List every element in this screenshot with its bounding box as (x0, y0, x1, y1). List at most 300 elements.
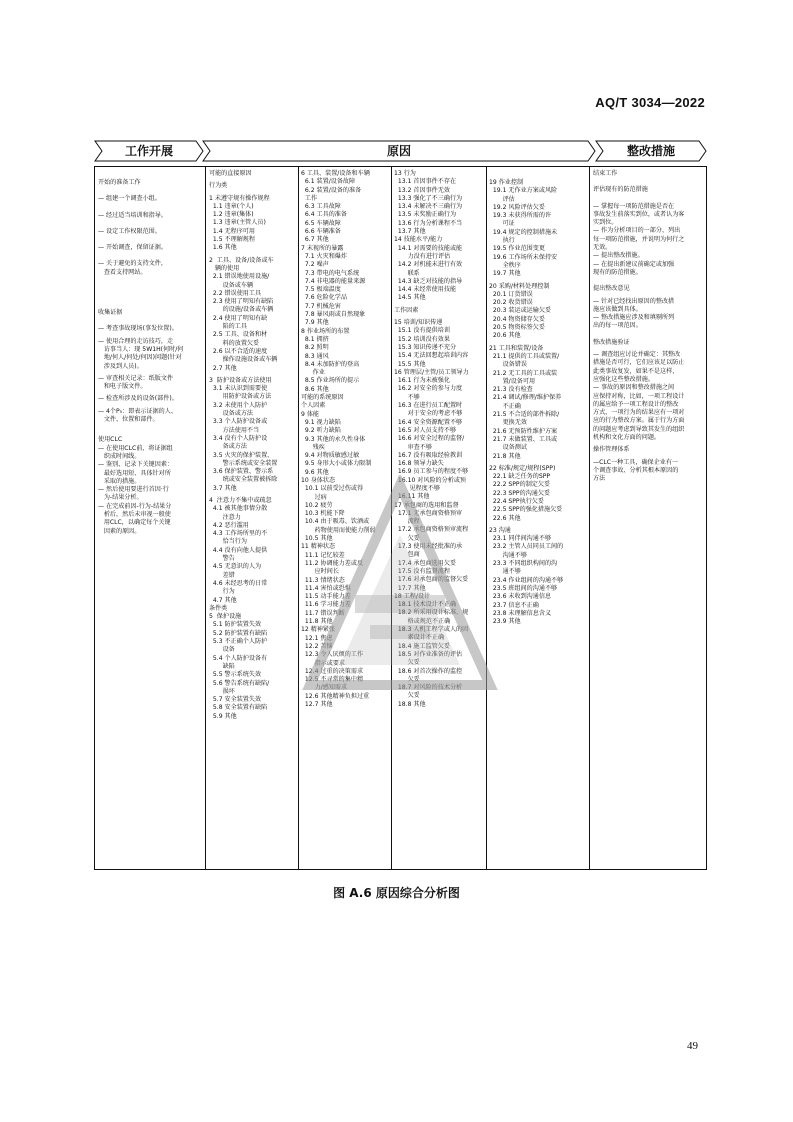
text-line: 个人因素 (301, 402, 326, 410)
header-corrective-label: 整改措施 (626, 144, 675, 158)
text-line: — 经过适当培训和指导。 (98, 211, 167, 219)
text-line: 16.4 安全资源配置不够 (394, 418, 463, 426)
text-line: 访事当人：现 5W1H(何时/何 (98, 345, 184, 353)
text-line: — 掌握每一项防范措施是否在 (593, 202, 675, 210)
text-line: 现有的防范措施。 (593, 268, 642, 276)
text-line: 14.3 缺乏对技能的指导 (394, 277, 463, 285)
text-line: 14.2 对机能未进行有效 (394, 261, 463, 269)
text-line: 方式，一项行为的结果应有一项对 (593, 409, 685, 417)
text-line: 1.3 违章(主管人员) (209, 219, 266, 227)
text-line: — 组建一个调查小组。 (98, 195, 161, 203)
text-line: 10.3 机能下降 (301, 510, 345, 518)
text-line: 机构和文化方面的问题。 (593, 434, 661, 442)
text-line: 12.5 不寻常的集中精 (301, 676, 364, 684)
text-line: 11 精神状态 (301, 543, 336, 551)
text-line: 的属应给予一项工程设计的整改 (593, 400, 679, 408)
text-line: 1 未遵守规有操作规程 (209, 194, 270, 202)
text-line: 结束工作 (593, 170, 618, 177)
text-line: — 开始调查，保留证据。 (98, 244, 167, 252)
cause-column-1 (209, 167, 297, 869)
text-line: 16.11 其他 (394, 493, 430, 501)
text-line: 用防护设备或方法 (209, 393, 272, 401)
text-line: 操作设施设备或车辆 (209, 356, 278, 364)
text-line: 22.6 其他 (489, 514, 521, 522)
header-corrective (595, 140, 707, 162)
text-line: 4.5 无意识的人为 (209, 563, 262, 571)
text-line: 19.6 工作场所未保持安 (489, 253, 558, 261)
text-line: 8.1 拥挤 (301, 335, 329, 343)
divider (486, 167, 487, 869)
text-line: 见程度不够 (394, 484, 440, 492)
text-line: 5.9 其他 (209, 712, 237, 720)
text-line: 6.4 工具的准备 (301, 211, 347, 219)
text-line: 20.4 物资储存欠妥 (489, 315, 545, 323)
text-line: 5 保护设施 (209, 613, 242, 621)
text-line: 4.6 未经思考的日常 (209, 579, 268, 587)
text-line: 23.6 未收到沟通信息 (489, 593, 552, 601)
text-line: 10.5 其他 (301, 535, 333, 543)
text-line: 涉及到人员)。 (98, 362, 143, 370)
text-line: 整改措施验证 (593, 338, 630, 346)
text-line: 15.4 无法回想起培训内容 (394, 352, 469, 360)
text-line: 可能的系统原因 (301, 394, 344, 402)
text-line: 10 身体状态 (301, 476, 336, 484)
text-line: 9 体能 (301, 410, 320, 418)
text-line: 21.6 无预防性维护方案 (489, 427, 558, 435)
page-number: 49 (687, 1040, 698, 1052)
text-line: 3.7 其他 (209, 484, 237, 492)
text-line: 8.2 照明 (301, 344, 329, 352)
text-line: 因素的原因。 (98, 527, 141, 535)
text-line: 12.7 其他 (301, 701, 333, 708)
text-line: 21 工具和装置/设备 (489, 344, 544, 352)
text-line: 操作管理体系 (593, 446, 630, 454)
text-line: 23.8 未理解信息含义 (489, 609, 552, 617)
text-line: 无效。 (593, 244, 612, 252)
text-line: 行为类 (209, 182, 228, 190)
text-line: 13.2 首因事件无效 (394, 186, 450, 194)
text-line: 13.6 行为分析课程不当 (394, 219, 463, 227)
text-line: 1.4 无程序可用 (209, 227, 255, 235)
text-line: 评估 (489, 195, 515, 203)
text-line: 14.4 未经常使用技能 (394, 286, 457, 294)
text-line: 23.1 同伴间沟通不够 (489, 535, 552, 543)
text-line: 3.1 未认识到需要使 (209, 385, 268, 393)
text-line: 9.3 其他的永久性身体 (301, 435, 366, 443)
text-line: 20.1 订货错误 (489, 290, 533, 298)
text-line: 4 注意力不集中或疏忽 (209, 496, 272, 504)
text-line: 22.5 SPP的强化措施欠妥 (489, 506, 563, 514)
text-line: — 作为分析项目的一部分，列出 (593, 227, 681, 235)
text-line: 11.5 动手能力差 (301, 593, 351, 601)
text-line: 12 精神紧张 (301, 626, 336, 634)
text-line: 7 末视所的暴露 (301, 244, 344, 252)
text-line: 18.1 技术设计不正确 (394, 601, 457, 609)
text-line: 警示系统或安全装置 (209, 459, 278, 467)
text-line: 18.6 对首次操作的监控 (394, 667, 463, 675)
text-line: 17.5 没有监督流程 (394, 567, 450, 575)
text-line: 11.6 学习能力差 (301, 601, 351, 609)
text-line: 包商 (394, 551, 420, 559)
text-line: 5.8 安全装置有缺陷 (209, 704, 268, 712)
text-line: 14.1 对需要的技能或能 (394, 244, 463, 252)
text-line: 16.7 没有吸取经验教训 (394, 451, 463, 459)
text-line: — 整改措施应涉及和填剔所列 (593, 314, 675, 322)
text-line: 查看支持网站。 (98, 268, 147, 276)
text-line: — 4个P₅：即表示证据的人、 (98, 407, 177, 415)
text-line: 5.6 警告系统有缺陷/ (209, 679, 270, 687)
text-line: 工作 (301, 194, 318, 202)
text-line: 17.1 无承包商资格预审 (394, 509, 463, 517)
text-line: 15.5 其他 (394, 360, 426, 368)
text-line: 21.8 其他 (489, 452, 521, 460)
text-line: 16.6 对安全过程的监督/ (394, 435, 465, 443)
text-line: 8 作业场所的布置 (301, 327, 350, 335)
text-line: 19.1 无作业方案或风险 (489, 187, 558, 195)
text-line: — 检查所涉及的设备(部件)。 (98, 395, 178, 403)
text-line: 9.2 听力缺陷 (301, 427, 341, 435)
divider (391, 167, 392, 869)
text-line: 4.3 工作场所里的不 (209, 530, 268, 538)
corrective-column (593, 167, 705, 869)
text-line: 17.4 承包商选用欠妥 (394, 559, 457, 567)
text-line: 恰当行为 (209, 538, 247, 546)
text-line: 素设计不正确 (394, 634, 445, 642)
text-line: 2.5 工具、设备和材 (209, 331, 268, 339)
text-line: 17.6 对承包商的监督欠妥 (394, 576, 469, 584)
text-line: 14 技能水平/能力 (394, 236, 443, 244)
text-line: 应强化这些整改措施。 (593, 375, 654, 383)
text-line: 5.4 个人防护设备有 (209, 654, 268, 662)
text-line: 7.7 机械危害 (301, 302, 341, 310)
text-line: 联系 (394, 269, 420, 277)
text-line: 13 行为 (394, 170, 416, 177)
text-line: 为-结果分析。 (98, 494, 143, 502)
text-line: 18.2 所采用设计标准、规 (394, 609, 469, 617)
text-line: 6.5 车辆故障 (301, 219, 341, 227)
text-line: 12.1 焦虑 (301, 634, 333, 642)
text-line: 使用CLC (98, 436, 123, 444)
text-line: 6.2 装置/设备的准备 (301, 186, 362, 194)
text-line: —CLC一种工具，确保企业有一 (593, 458, 679, 466)
text-line: 应时间长 (301, 568, 339, 576)
text-line: 9.4 对物质敏感过敏 (301, 452, 360, 460)
text-line: 11.2 协调能力差或反 (301, 559, 364, 567)
text-line: 统或安全装置被拆除 (209, 476, 278, 484)
text-line: 19.2 风险评估欠妥 (489, 203, 545, 211)
text-line: 设备 (209, 646, 235, 654)
text-line: — 事故的原因和整改措施之间 (593, 384, 675, 392)
cause-column-4 (489, 167, 587, 869)
text-line: 织成时间线。 (98, 452, 141, 460)
text-line: — 关于避免的支持文件， (98, 260, 167, 268)
text-line: 沟通不够 (489, 551, 527, 559)
text-line: 力没有进行评估 (394, 252, 451, 260)
text-line: 2 工具、设备/设备或车 (209, 256, 274, 264)
text-line: 缺陷 (209, 662, 235, 670)
text-line: 出的每一项范因。 (593, 322, 642, 330)
text-line: 用CLC，以确定每个关键 (98, 519, 171, 527)
text-line: 10.4 由于吸毒、饮酒或 (301, 518, 370, 526)
text-line: 1.5 不理解规程 (209, 236, 255, 244)
text-line: 应保持对称，比如，一项工程设计 (593, 392, 685, 400)
text-line: 全秩序 (489, 261, 521, 269)
text-line: 7.2 噪声 (301, 261, 329, 269)
text-line: 20.5 物资标签欠妥 (489, 324, 545, 332)
text-line: 和电子版文件。 (98, 383, 147, 391)
text-line: 4.1 被其他事情分散 (209, 505, 268, 513)
text-line: 11.3 情绪状态 (301, 576, 345, 584)
text-line: 设备测试 (489, 444, 527, 452)
text-line: 4.2 恶行滥用 (209, 521, 249, 529)
text-line: 文件、位置和部件。 (98, 416, 159, 424)
text-line: 作业 (301, 369, 325, 377)
text-line: 11.7 错误判断 (301, 609, 345, 617)
text-line: 设备或车辆 (209, 281, 254, 289)
text-line: 欠妥 (394, 534, 420, 542)
text-line: 22 标准/规定/规程(SPP) (489, 464, 556, 472)
text-line: 8.6 其他 (301, 385, 329, 393)
text-line: 可能的直接原因 (209, 170, 252, 177)
text-line: 置/设备可用 (489, 377, 536, 385)
text-line: 11.1 记忆较差 (301, 551, 345, 559)
text-line: 23.9 其他 (489, 618, 521, 626)
text-line: 9.6 其他 (301, 468, 329, 476)
text-line: 19.5 作业范围变更 (489, 245, 545, 253)
text-line: 13.3 强化了不三确行为 (394, 194, 463, 202)
text-line: 欠妥 (394, 659, 420, 667)
text-line: 析后，然后未审视一般使 (98, 511, 171, 519)
work-column (98, 167, 202, 869)
text-line: 提出整改意见 (593, 285, 630, 293)
text-line: 20.2 收货错误 (489, 299, 533, 307)
text-line: 23 沟通 (489, 526, 511, 534)
text-line: 3 防护设备或方法使用 (209, 376, 272, 384)
text-line: 审查不够 (394, 443, 432, 451)
text-line: 21.5 不合适的部件拆除/ (489, 411, 560, 419)
text-line: 欠妥 (394, 692, 420, 700)
text-line: 20.3 装运或运输欠妥 (489, 307, 552, 315)
text-line: 指示或要求 (301, 659, 346, 667)
text-line: 4.4 没有向他人提供 (209, 546, 268, 554)
header-work (94, 140, 204, 162)
text-line: 7.8 暴风雨或自然现象 (301, 311, 366, 319)
text-line: 9.1 视力缺陷 (301, 418, 341, 426)
text-line: 19.3 未获得所需的许 (489, 212, 552, 220)
text-line: 每一项防范措施，并说明为何行之 (593, 235, 685, 243)
text-line: 3.5 火灾的保护装置、 (209, 451, 274, 459)
text-line: 21.1 提供的工具或装置/ (489, 352, 560, 360)
text-line: 22.1 缺乏任务的SPP (489, 473, 551, 481)
text-line: 不正确 (489, 402, 521, 410)
text-line: 注意力 (209, 513, 241, 521)
text-line: 15.2 培训没有效果 (394, 335, 450, 343)
text-line: 16.5 对人员支持不够 (394, 426, 457, 434)
text-line: 残疾 (301, 443, 325, 451)
text-line: — 在完成前因-行为-结果分 (98, 502, 172, 510)
text-line: 10.2 疲劳 (301, 501, 333, 509)
text-line: 2.2 错误使用工具 (209, 289, 262, 297)
text-line: 7.3 带电的电气系统 (301, 269, 360, 277)
text-line: 21.7 未做装置、工具或 (489, 435, 558, 443)
text-line: — 在使用CLC前，将证据组 (98, 444, 173, 452)
text-line: 19 作业控制 (489, 179, 524, 186)
text-line: 6.1 装置/设备故障 (301, 178, 356, 186)
text-line: 16.8 领导力缺失 (394, 460, 444, 468)
text-line: 10.1 以前受过伤或得 (301, 485, 364, 493)
text-line: 施应该做到具体。 (593, 305, 642, 313)
text-line: 方法 (593, 475, 606, 483)
text-line: 评估现有的防范措施 (593, 186, 648, 194)
text-line: 通不够 (489, 568, 521, 576)
text-line: 16.1 行为未被强化 (394, 377, 450, 385)
text-line: 收集证据 (98, 309, 123, 317)
text-line: 5.5 警示系统失效 (209, 671, 262, 679)
text-line: — 调查组应讨论并确定：其整改 (593, 351, 681, 359)
text-line: — 使用合理的走访技巧，走 (98, 337, 174, 345)
text-line: 15.3 知识传递不充分 (394, 343, 457, 351)
header-causes-label: 原因 (386, 144, 411, 158)
text-line: 警告 (209, 555, 235, 563)
text-line: 18.7 对风险的技术分析 (394, 684, 463, 692)
text-line: 20.6 其他 (489, 332, 521, 340)
text-line: 19.4 规定的控制措施未 (489, 228, 558, 236)
text-line: 18.4 施工监管欠妥 (394, 642, 450, 650)
text-line: 1.2 违章(集体) (209, 211, 254, 219)
text-line: 16.3 在进行员工配置时 (394, 402, 463, 410)
text-line: 1.6 其他 (209, 244, 237, 252)
header-work-label: 工作开展 (124, 144, 173, 158)
text-line: 11.4 害怕或恐惧 (301, 584, 351, 592)
text-line: — 然后使用要进行首因·行 (98, 486, 169, 494)
text-line: 2.6 以不合适的速度 (209, 347, 268, 355)
text-line: 23.5 班组间的沟通不够 (489, 584, 558, 592)
text-line: 设备或方法 (209, 410, 254, 418)
text-line: 16 管理层/主管/员工领导力 (394, 368, 469, 376)
text-line: — 鉴别、记录下关键因素： (98, 461, 174, 469)
text-line: 事故发生前落实到位，或者认为客 (593, 210, 685, 218)
text-line: 13.4 未解决不三确行为 (394, 203, 463, 211)
text-line: 2.3 使用了明知有缺陷 (209, 298, 274, 306)
text-line: 5.3 不正确个人防护 (209, 638, 268, 646)
text-line: 备或方法 (209, 443, 247, 451)
text-line: — 审查相关记录：纸版文件 (98, 374, 174, 382)
text-line: 22.4 SPP执行欠妥 (489, 497, 544, 505)
text-line: 23.7 信息不正确 (489, 601, 539, 609)
text-line: 8.3 通风 (301, 352, 329, 360)
text-line: 15 培训/知识传递 (394, 319, 443, 327)
text-line: 采取的措施。 (98, 477, 141, 485)
text-line: 17.2 承包商资格预审流程 (394, 526, 469, 534)
text-line: 5.7 安全装置失效 (209, 696, 262, 704)
text-line: — 设定工作权限范围。 (98, 227, 161, 235)
text-line: 3.4 没有个人防护设 (209, 434, 268, 442)
text-line: 6.6 车辆准备 (301, 228, 341, 236)
text-line: 差错 (209, 571, 235, 579)
text-line: 7.5 极端温度 (301, 286, 341, 294)
text-line: 17.7 其他 (394, 584, 426, 592)
text-line: 3.3 个人防护设备或 (209, 418, 268, 426)
text-line: 方法使用不当 (209, 426, 260, 434)
text-line: 1.1 违章(个人) (209, 202, 254, 210)
text-line: 23.2 主管人员同员工间的 (489, 543, 564, 551)
text-line: 对于安全的考虑不够 (394, 410, 463, 418)
text-line: 8.5 作业场所的提示 (301, 377, 360, 385)
text-line: 措施是否可行，它们应该足以防止 (593, 359, 685, 367)
text-line: 17 承包商的选用和监督 (394, 501, 459, 509)
text-line: 21.4 调试/修理/维护保养 (489, 394, 562, 402)
text-line: 2.7 其他 (209, 364, 237, 372)
text-line: 条件类 (209, 604, 228, 612)
text-line: 12.3 令人厌烦的工作 (301, 651, 364, 659)
text-line: 21.3 没有检查 (489, 386, 533, 394)
text-line: 药物使用而使能力削弱 (301, 526, 376, 534)
text-line: 23.3 不同组织构间的沟 (489, 560, 558, 568)
text-line: 12.6 其他精神负担过重 (301, 692, 370, 700)
text-line: 5.1 防护装置失效 (209, 621, 262, 629)
text-line: — 在提出新建议前确定或加强 (593, 260, 675, 268)
text-line: 9.5 身形大小或体力限制 (301, 460, 372, 468)
text-line: 损坏 (209, 687, 235, 695)
text-line: 3.2 未使用个人防护 (209, 401, 268, 409)
text-line: 个调查事故、分析其根本原因的 (593, 466, 679, 474)
text-line: 格或规范不正确 (394, 617, 451, 625)
text-line: 15.1 没有提供培训 (394, 327, 450, 335)
text-line: 13.1 首因事件不存在 (394, 178, 457, 186)
text-line: 7.6 危险化学品 (301, 294, 347, 302)
text-line: 应的行为整改方案。属于行为方面 (593, 417, 685, 425)
text-line: 6.3 工具故障 (301, 203, 341, 211)
text-line: 5.2 防护装置有缺陷 (209, 629, 268, 637)
text-line: 19.7 其他 (489, 270, 521, 278)
text-line: 14.5 其他 (394, 294, 426, 302)
text-line: 16.10 对风险的分析或预 (394, 476, 467, 484)
text-line: 20 采购/材料处理控制 (489, 282, 550, 290)
text-line: 22.2 SPP的制定欠妥 (489, 481, 551, 489)
text-line: — 提出整改措施。 (593, 252, 644, 260)
text-line: 设备错误 (489, 361, 527, 369)
text-line: 7.9 其他 (301, 319, 329, 327)
text-line: 8.4 未加防护的登高 (301, 360, 360, 368)
text-line: 18 工程/设计 (394, 592, 431, 600)
standard-code: AQ/T 3034—2022 (595, 95, 705, 110)
text-line: 18.8 其他 (394, 700, 426, 708)
cause-column-3 (394, 167, 486, 869)
text-line: 实到位。 (593, 219, 618, 227)
text-line: 2.1 错误地使用设施/ (209, 273, 270, 281)
text-line: 12.2 苦恼 (301, 642, 333, 650)
figure-caption: 图 A.6 原因综合分析图 (333, 886, 460, 900)
text-line: 开始的准备工作 (98, 179, 141, 186)
text-line: 流程 (394, 518, 420, 526)
text-line: 地/何人/何处/何因)问题(针对 (98, 354, 182, 362)
text-line: 18.3 人机工程学或人的因 (394, 626, 469, 634)
divider (298, 167, 299, 869)
text-line: 可证 (489, 220, 515, 228)
text-line: 执行 (489, 237, 515, 245)
text-line: 3.6 保护装置、警示系 (209, 468, 274, 476)
text-line: 22.3 SPP的沟通欠妥 (489, 489, 551, 497)
header-causes (202, 140, 596, 162)
text-line: 6 工具、装置/设备和车辆 (301, 170, 370, 177)
text-line: 辆的使用 (209, 264, 240, 272)
text-line: 更换无效 (489, 419, 527, 427)
text-line: 工作因素 (394, 306, 419, 314)
text-line: 陷的工具 (209, 323, 247, 331)
text-line: 力/感知需求 (301, 684, 348, 692)
text-line: — 考查事故现场(事发位置)。 (98, 325, 178, 333)
text-line: 4.7 其他 (209, 596, 237, 604)
